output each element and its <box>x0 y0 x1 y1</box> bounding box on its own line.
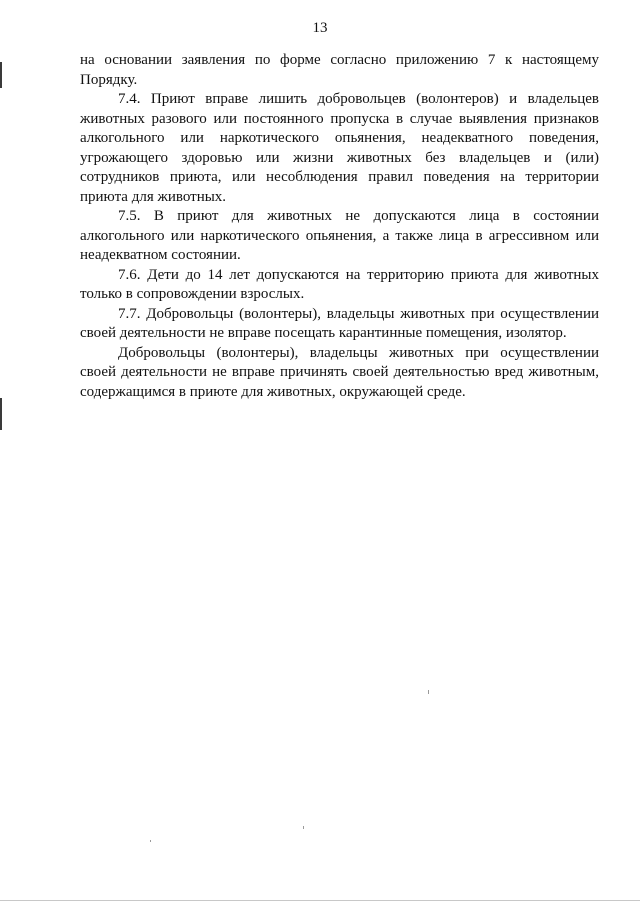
paragraph-7-6: 7.6. Дети до 14 лет допускаются на территорию приюта для животных только в сопровождении взрослых. <box>80 266 599 302</box>
scan-edge-mark <box>0 62 2 88</box>
scan-speck <box>428 690 429 694</box>
paragraph-7-7: 7.7. Добровольцы (волонтеры), владельцы животных при осуществлении своей деятельности не вправе посещать карантинные помещения, изолятор. <box>80 305 599 341</box>
paragraph-7-4: 7.4. Приют вправе лишить добровольцев (волонтеров) и владельцев животных разового или постоянного пропуска в случае выявления признаков алкогольного или наркотического опьянения, неадекватного поведения, угрожающего здоровью или жизни животных без владельцев и (или) сотрудников приюта, или несоблюдения правил поведения на территории приюта для животных. <box>80 91 599 205</box>
paragraph-7-5: 7.5. В приют для животных не допускаются лица в состоянии алкогольного или наркотического опьянения, а также лица в агрессивном или неадекватном состоянии. <box>80 208 599 263</box>
scan-speck <box>150 840 151 842</box>
scan-bottom-edge <box>0 900 640 901</box>
page-number: 13 <box>312 20 328 36</box>
scan-speck <box>303 826 304 829</box>
paragraph-7-7-continued: Добровольцы (волонтеры), владельцы животных при осуществлении своей деятельности не вправе причинять своей деятельностью вред животным, содержащимся в приюте для животных, окружающей среде. <box>80 344 599 400</box>
document-body <box>80 51 599 402</box>
scan-edge-mark <box>0 398 2 430</box>
paragraph-continuation: на основании заявления по форме согласно приложению 7 к настоящему Порядку. <box>80 52 599 88</box>
